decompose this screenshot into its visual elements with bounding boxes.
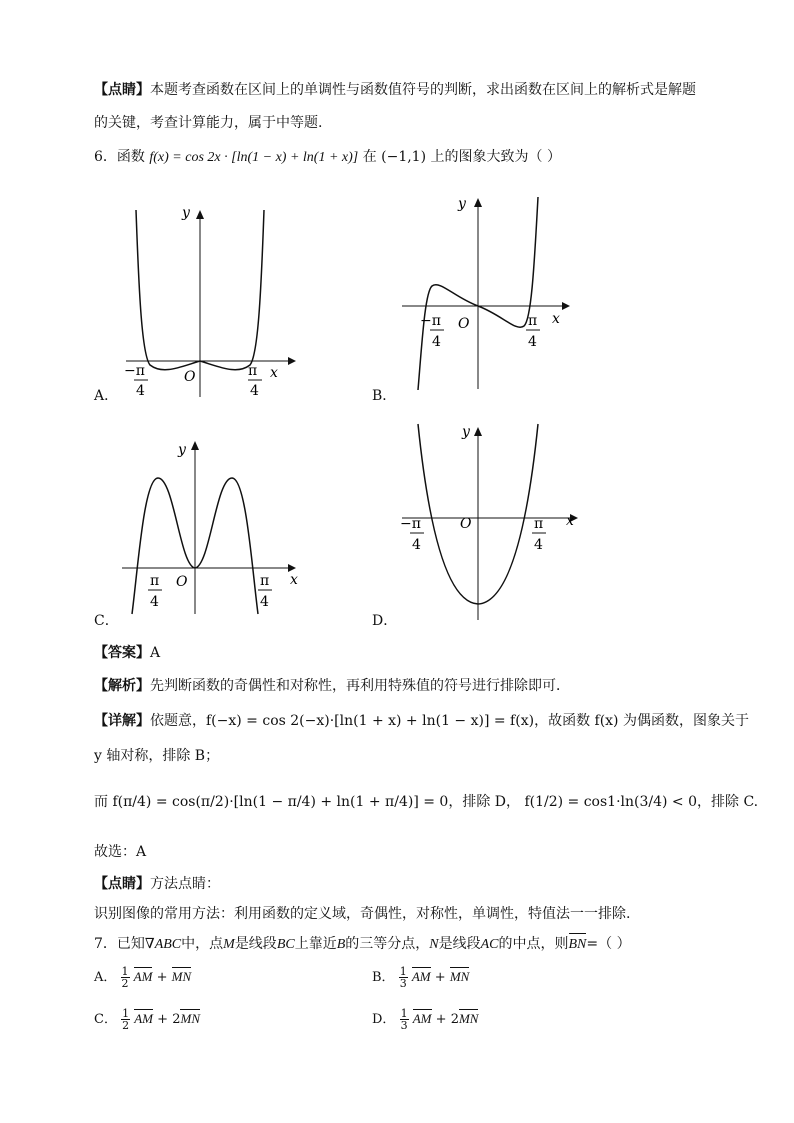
comment-text-1: 本题考查函数在区间上的单调性与函数值符号的判断，求出函数在区间上的解析式是解题 (150, 82, 696, 98)
frac-den: 3 (400, 1019, 408, 1032)
comment2-tag: 【点睛】 (94, 876, 150, 892)
q7-choice-c-frac (121, 1008, 130, 1031)
vector-mn: MN (458, 1011, 479, 1026)
q7-choice-a (94, 966, 191, 989)
q7-stem-f: 是线段 (438, 936, 481, 952)
vector-am: AM (133, 969, 153, 984)
graph-b-origin: O (458, 316, 470, 332)
q7-stem-b: 中，点 (181, 936, 224, 952)
graph-c-x-label: x (290, 572, 298, 588)
q7-choice-a-label: A． (94, 970, 117, 985)
q7-point-n: N (429, 937, 439, 952)
q7-point-b: B (336, 937, 346, 952)
q7-choice-b-label: B． (372, 970, 395, 985)
plus-sign: + (157, 1012, 169, 1027)
detail-tag: 【详解】 (94, 713, 150, 729)
analysis-text: 先判断函数的奇偶性和对称性，再利用特殊值的符号进行排除即可． (150, 678, 570, 694)
comment-line-2 (94, 113, 322, 133)
comment2-line-2 (94, 904, 630, 924)
q7-stem-g: 的中点，则 (498, 936, 569, 952)
graph-a (118, 205, 298, 400)
analysis-line (94, 676, 570, 696)
q7-choice-b-frac (399, 966, 408, 989)
q6-stem (94, 147, 561, 168)
graph-a-origin: O (184, 369, 196, 385)
q6-function: f(x) = cos 2x · [ln(1 − x) + ln(1 + x)] (149, 150, 359, 165)
detail-line-2 (94, 746, 219, 766)
q7-stem-a: 7．已知 (94, 936, 145, 952)
q7-choice-a-frac (121, 966, 130, 989)
q7-choice-d-label: D． (372, 1012, 396, 1027)
detail-text-3b: f(1/2) = cos1·ln(3/4) < 0，排除 C. (524, 794, 759, 810)
detail-text-3a: 而 f(π/4) = cos(π/2)·[ln(1 − π/4) + ln(1 + π/4)] = 0，排除 D， (94, 794, 520, 810)
q7-stem-h: =（ ） (586, 936, 631, 952)
graph-a-4: 4 (250, 383, 259, 399)
q7-stem (94, 934, 631, 955)
graph-a-neg-4: 4 (136, 383, 145, 399)
frac-num: 1 (122, 1007, 130, 1020)
graph-c (118, 438, 303, 618)
option-c-label: C． (94, 613, 119, 629)
q7-stem-d: 上靠近 (294, 936, 337, 952)
detail-line-3 (94, 792, 758, 812)
comment-text-2: 的关键，考查计算能力，属于中等题. (94, 115, 323, 131)
vector-mn: MN (180, 1011, 200, 1026)
comment2-line-1 (94, 874, 220, 894)
graph-b-x-label: x (552, 311, 560, 327)
graph-b-pi: π (528, 313, 538, 329)
plus-sign: + (434, 970, 446, 985)
frac-num: 1 (400, 1007, 408, 1020)
q7-vector-bn: BN (569, 935, 587, 955)
option-a-label: A． (94, 388, 119, 404)
graph-d-x-label: x (566, 513, 574, 529)
frac-num: 1 (121, 965, 129, 978)
option-b-label: B． (372, 388, 397, 404)
q7-choice-c (94, 1008, 200, 1031)
q7-triangle: ∇ABC (144, 937, 182, 952)
graph-c-origin: O (176, 574, 188, 590)
graph-b-neg-4: 4 (432, 334, 441, 350)
q7-point-m: M (223, 937, 235, 952)
detail-text-1: 依题意，f(−x) = cos 2(−x)·[ln(1 + x) + ln(1 − x)] = f(x)，故函数 f(x) 为偶函数，图象关于 (150, 713, 749, 729)
vector-am: AM (134, 1011, 154, 1026)
q7-choice-b (372, 966, 469, 989)
frac-den: 2 (122, 1019, 130, 1032)
q7-stem-c: 是线段 (234, 936, 277, 952)
graph-d (398, 422, 583, 622)
analysis-tag: 【解析】 (94, 678, 150, 694)
graph-a-x-label: x (270, 365, 278, 381)
answer-value: A (150, 645, 161, 661)
q7-seg-ac: AC (480, 937, 499, 952)
graph-d-neg-4: 4 (412, 537, 421, 553)
graph-b-neg-pi: −π (420, 313, 441, 329)
graph-c-neg-4: 4 (150, 594, 159, 610)
comment2-text-2: 识别图像的常用方法：利用函数的定义域，奇偶性，对称性，单调性，特值法一一排除. (94, 906, 631, 922)
graph-d-pi: π (534, 516, 544, 532)
vector-am: AM (411, 969, 431, 984)
q7-seg-bc: BC (276, 937, 295, 952)
detail-text-2: y 轴对称，排除 B； (94, 748, 220, 764)
q6-prefix: 6．函数 (94, 149, 145, 165)
plus-sign: + (156, 970, 168, 985)
frac-num: 1 (399, 965, 407, 978)
graph-b-y-label: y (458, 196, 466, 212)
graph-a-pi: π (248, 363, 258, 379)
detail-line-1 (94, 711, 749, 731)
q7-stem-e: 的三等分点， (345, 936, 430, 952)
plus-sign: + (435, 1012, 447, 1027)
vector-am: AM (412, 1011, 432, 1026)
q7-choice-c-label: C． (94, 1012, 117, 1027)
comment-line-1 (94, 80, 696, 100)
graph-b-4: 4 (528, 334, 537, 350)
graph-d-origin: O (460, 516, 472, 532)
q6-interval: 在 (−1,1) 上的图象大致为（ ） (362, 149, 561, 165)
graph-d-neg-pi: −π (400, 516, 421, 532)
q7-choice-d-frac (400, 1008, 409, 1031)
q7-choice-d (372, 1008, 478, 1031)
vector-mn: MN (171, 969, 192, 984)
graph-a-y-label: y (182, 205, 190, 221)
frac-den: 2 (121, 977, 129, 990)
graph-c-y-label: y (178, 442, 186, 458)
answer-tag: 【答案】 (94, 645, 150, 661)
vector-mn: MN (449, 969, 470, 984)
graph-a-neg-pi: −π (124, 363, 145, 379)
graph-c-neg-pi: π (150, 573, 160, 589)
option-d-label: D． (372, 613, 398, 629)
frac-den: 3 (399, 977, 407, 990)
graph-d-4: 4 (534, 537, 543, 553)
answer-line (94, 643, 160, 663)
graph-d-y-label: y (462, 424, 470, 440)
coef-2: 2 (450, 1012, 459, 1027)
graph-c-pi: π (260, 573, 270, 589)
coef-2: 2 (172, 1012, 181, 1027)
choose-line: 故选：A (94, 844, 147, 860)
graph-b (398, 192, 583, 392)
comment-tag: 【点睛】 (94, 82, 150, 98)
comment2-text-1: 方法点睛： (150, 876, 220, 892)
graph-c-4: 4 (260, 594, 269, 610)
